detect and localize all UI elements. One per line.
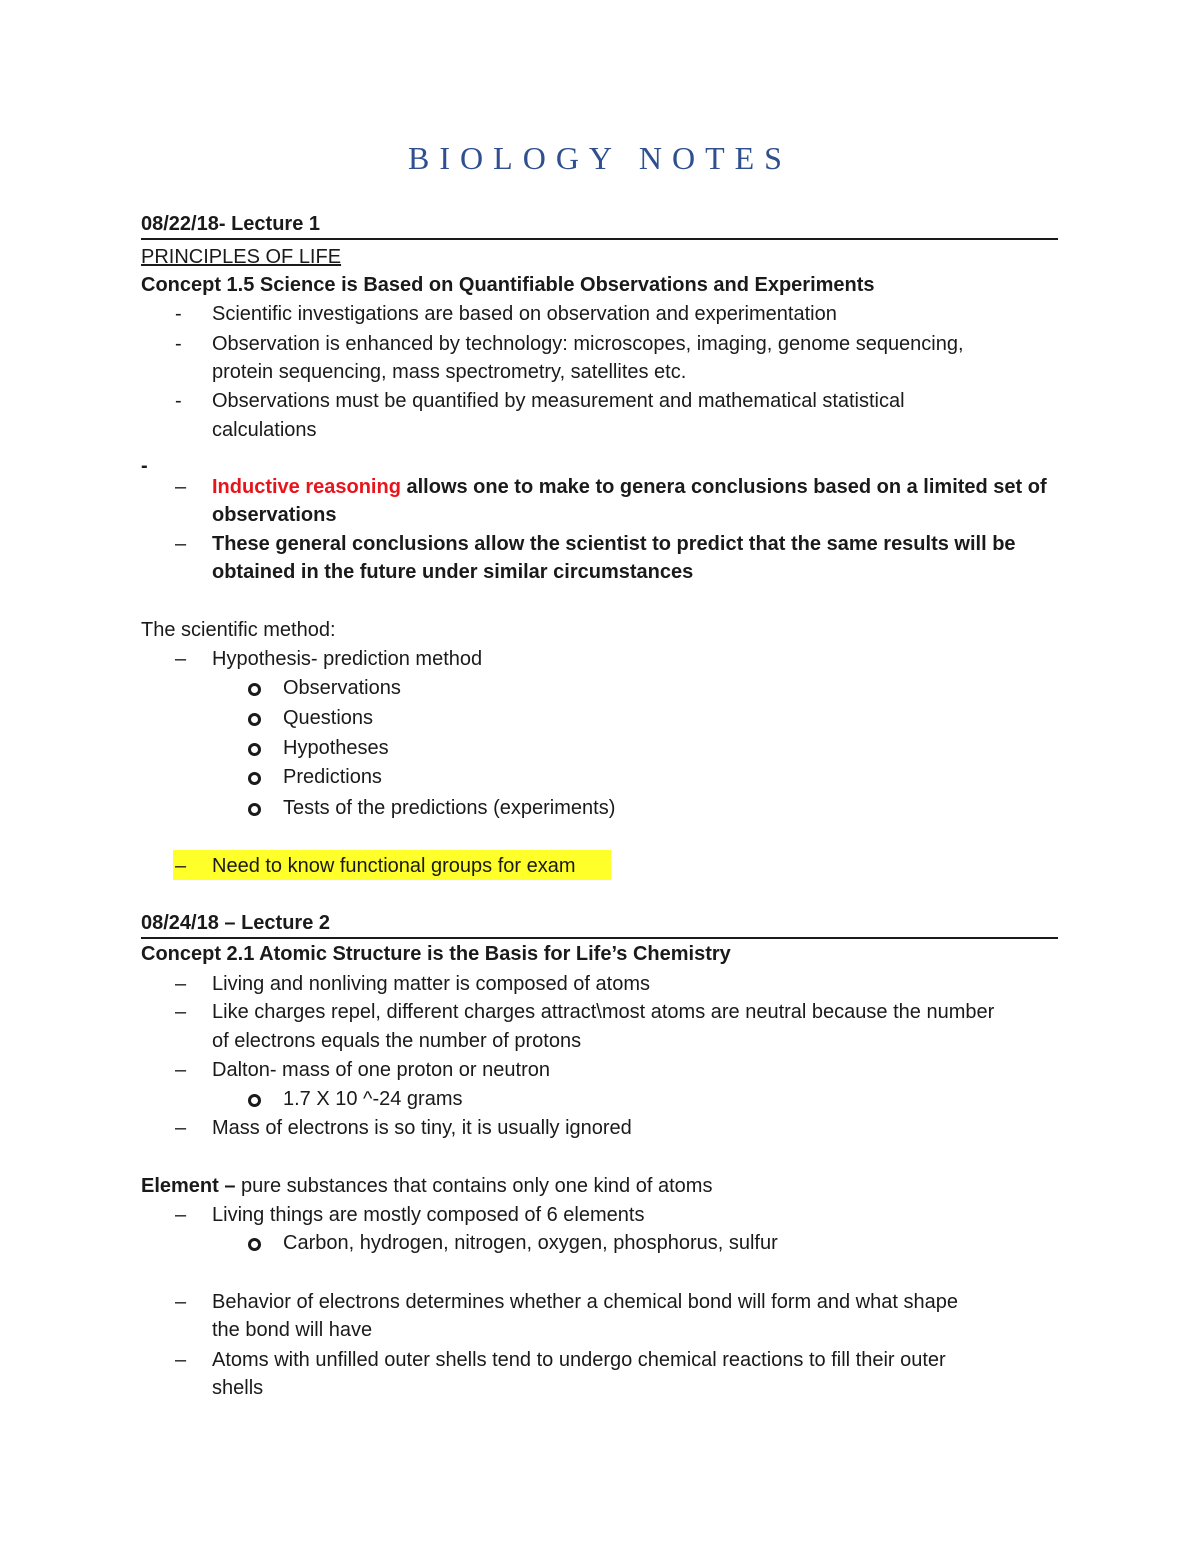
list-dash: - xyxy=(175,390,182,412)
sub-list-item: Hypotheses xyxy=(283,737,389,759)
sub-list-item: Questions xyxy=(283,707,374,729)
list-item-continuation: the bond will have xyxy=(212,1319,373,1341)
list-dash: - xyxy=(175,333,182,355)
list-item: Living and nonliving matter is composed of atoms xyxy=(212,973,651,995)
concept-heading: Concept 2.1 Atomic Structure is the Basis for Life’s Chemistry xyxy=(141,943,731,965)
list-dash: – xyxy=(175,1117,187,1139)
sub-list-item: Carbon, hydrogen, nitrogen, oxygen, phosphorus, sulfur xyxy=(283,1232,778,1254)
list-item-continuation: shells xyxy=(212,1377,264,1399)
sub-list-item: Observations xyxy=(283,677,401,699)
element-def: pure substances that contains only one kind of atoms xyxy=(235,1175,713,1197)
list-item-continuation: obtained in the future under similar circumstances xyxy=(212,561,694,583)
circle-bullet-icon xyxy=(248,743,261,756)
inductive-reasoning-term: Inductive reasoning xyxy=(212,476,401,498)
list-item: Mass of electrons is so tiny, it is usually ignored xyxy=(212,1117,632,1139)
list-dash: – xyxy=(175,855,187,877)
list-item-continuation: protein sequencing, mass spectrometry, satellites etc. xyxy=(212,361,687,383)
list-dash: – xyxy=(175,476,187,498)
circle-bullet-icon xyxy=(248,803,261,816)
element-definition xyxy=(141,1172,712,1200)
list-item: Atoms with unfilled outer shells tend to undergo chemical reactions to fill their outer xyxy=(212,1349,946,1371)
list-item: Behavior of electrons determines whether a chemical bond will form and what shape xyxy=(212,1291,958,1313)
list-item: These general conclusions allow the scientist to predict that the same results will be xyxy=(212,533,1016,555)
circle-bullet-icon xyxy=(248,683,261,696)
list-dash: – xyxy=(175,1001,187,1023)
list-dash: – xyxy=(175,648,187,670)
lecture-2-heading: 08/24/18 – Lecture 2 xyxy=(141,912,331,934)
heading-rule xyxy=(141,937,1058,939)
list-dash: – xyxy=(175,1291,187,1313)
list-item: Dalton- mass of one proton or neutron xyxy=(212,1059,550,1081)
circle-bullet-icon xyxy=(248,1238,261,1251)
list-item: Observation is enhanced by technology: microscopes, imaging, genome sequencing, xyxy=(212,333,964,355)
circle-bullet-icon xyxy=(248,713,261,726)
list-item: Observations must be quantified by measurement and mathematical statistical xyxy=(212,390,905,412)
list-dash: – xyxy=(175,1349,187,1371)
list-item xyxy=(212,473,1047,501)
circle-bullet-icon xyxy=(248,772,261,785)
method-label: The scientific method: xyxy=(141,619,336,641)
document-title: BIOLOGY NOTES xyxy=(408,140,792,176)
element-term: Element – xyxy=(141,1175,236,1197)
list-item-continuation: of electrons equals the number of protons xyxy=(212,1030,582,1052)
concept-heading: Concept 1.5 Science is Based on Quantifiable Observations and Experiments xyxy=(141,274,875,296)
list-item-continuation: observations xyxy=(212,504,337,526)
empty-list-dash: - xyxy=(141,455,148,477)
list-item: Like charges repel, different charges attract\most atoms are neutral because the number xyxy=(212,1001,995,1023)
list-dash: – xyxy=(175,1059,187,1081)
section-title: PRINCIPLES OF LIFE xyxy=(141,246,342,268)
list-dash: – xyxy=(175,533,187,555)
list-dash: – xyxy=(175,973,187,995)
list-item: Hypothesis- prediction method xyxy=(212,648,483,670)
highlighted-note: Need to know functional groups for exam xyxy=(212,855,576,877)
list-item-continuation: calculations xyxy=(212,419,317,441)
sub-list-item: 1.7 X 10 ^-24 grams xyxy=(283,1088,463,1110)
heading-rule xyxy=(141,238,1058,240)
sub-list-item: Predictions xyxy=(283,766,382,788)
list-item: Scientific investigations are based on observation and experimentation xyxy=(212,303,837,325)
inductive-reasoning-text: allows one to make to genera conclusions based on a limited set of xyxy=(400,476,1047,498)
list-dash: - xyxy=(175,303,182,325)
sub-list-item: Tests of the predictions (experiments) xyxy=(283,797,616,819)
circle-bullet-icon xyxy=(248,1094,261,1107)
lecture-1-heading: 08/22/18- Lecture 1 xyxy=(141,213,320,235)
list-dash: – xyxy=(175,1204,187,1226)
list-item: Living things are mostly composed of 6 elements xyxy=(212,1204,645,1226)
